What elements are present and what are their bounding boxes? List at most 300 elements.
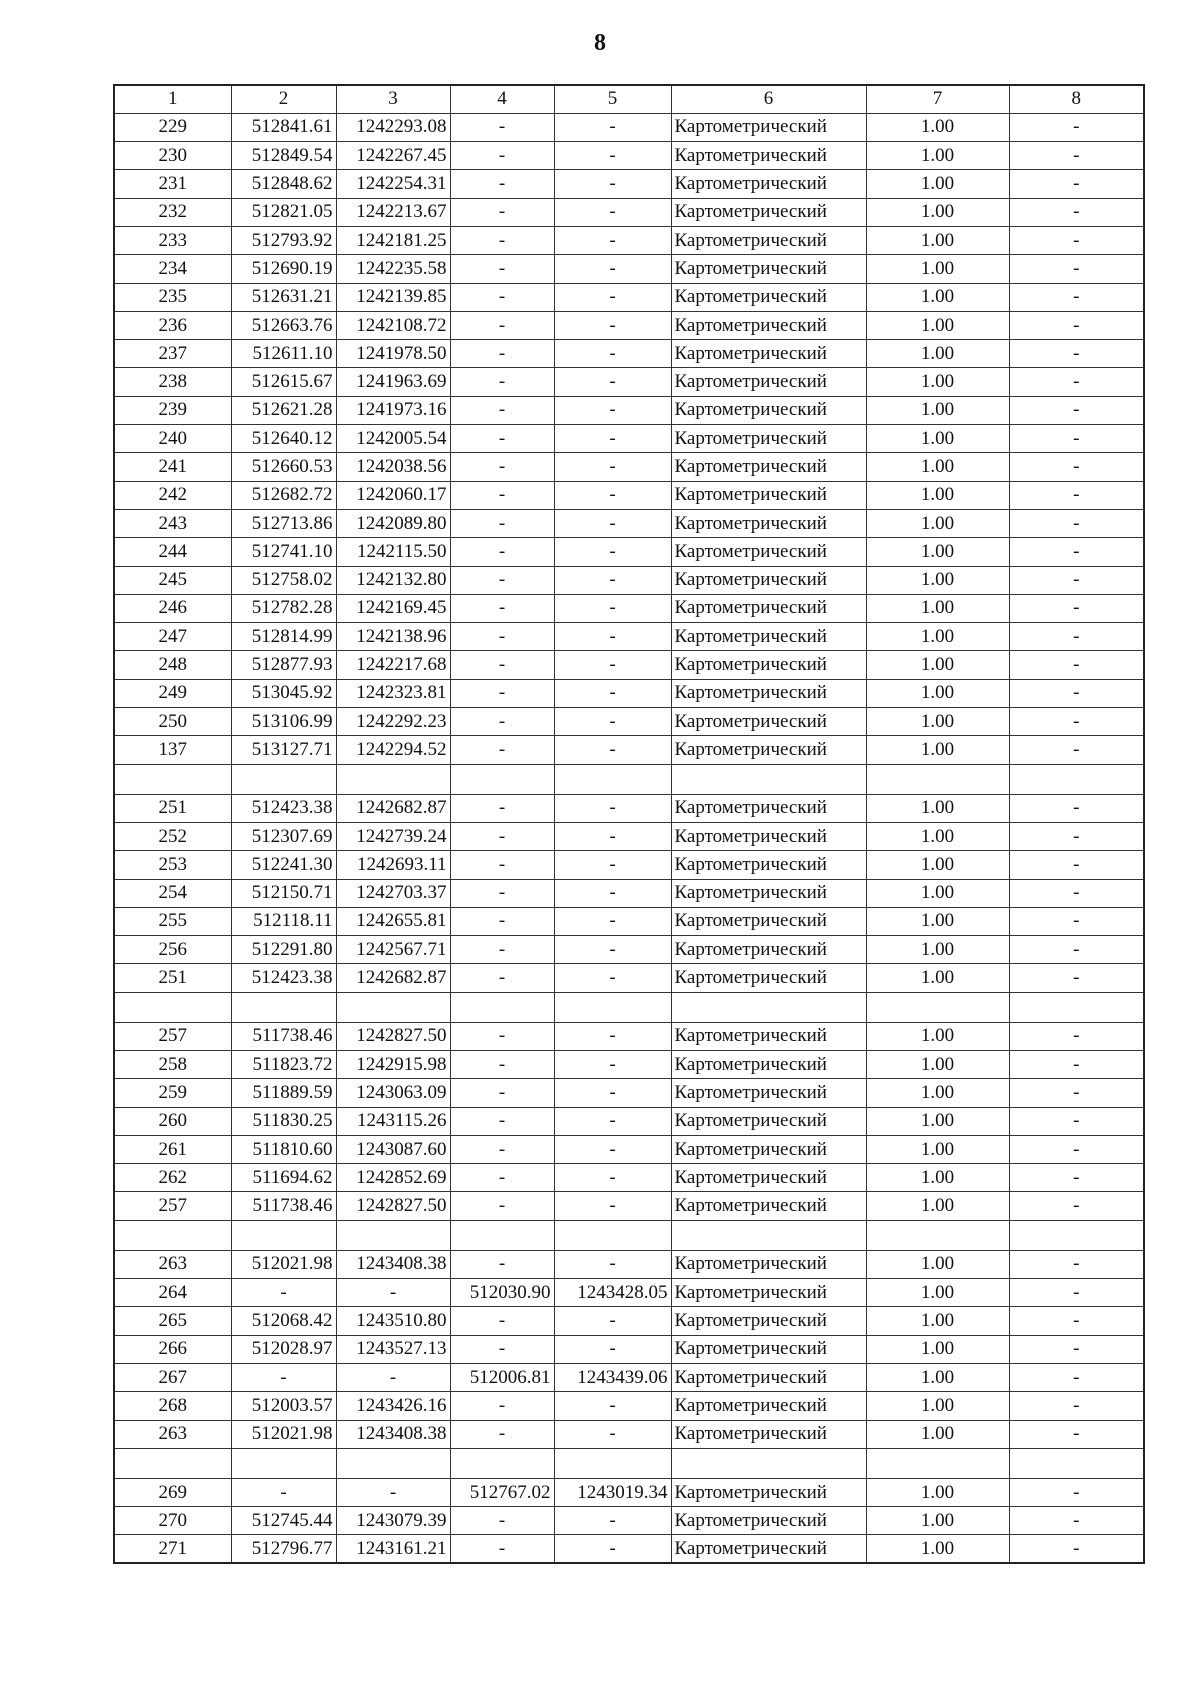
table-row [114, 964, 1144, 992]
cell-col-6: Картометрический [671, 851, 866, 879]
cell-col-1: 263 [114, 1250, 231, 1278]
table-row [114, 679, 1144, 707]
cell-col-3: 1242693.11 [336, 851, 450, 879]
cell-col-8: - [1009, 1420, 1144, 1448]
cell-col-4: - [450, 255, 554, 283]
cell-col-7: 1.00 [866, 736, 1009, 764]
cell-col-5 [554, 1448, 671, 1478]
cell-col-5: - [554, 736, 671, 764]
cell-col-5: - [554, 822, 671, 850]
cell-col-2: 511830.25 [231, 1107, 336, 1135]
cell-col-8: - [1009, 1392, 1144, 1420]
cell-col-4 [450, 1220, 554, 1250]
cell-col-7: 1.00 [866, 1363, 1009, 1391]
table-row [114, 481, 1144, 509]
cell-col-3: 1243510.80 [336, 1307, 450, 1335]
cell-col-6: Картометрический [671, 113, 866, 141]
cell-col-3: 1241963.69 [336, 368, 450, 396]
cell-col-6: Картометрический [671, 1363, 866, 1391]
cell-col-1: 246 [114, 594, 231, 622]
cell-col-1 [114, 1220, 231, 1250]
cell-col-6: Картометрический [671, 623, 866, 651]
cell-col-5: - [554, 1307, 671, 1335]
cell-col-8: - [1009, 142, 1144, 170]
cell-col-1: 243 [114, 509, 231, 537]
cell-col-3: 1242267.45 [336, 142, 450, 170]
cell-col-2: 512640.12 [231, 425, 336, 453]
cell-col-1: 266 [114, 1335, 231, 1363]
cell-col-7 [866, 764, 1009, 794]
cell-col-5: - [554, 113, 671, 141]
table-spacer-row [114, 764, 1144, 794]
table-row [114, 623, 1144, 651]
cell-col-4: - [450, 566, 554, 594]
column-header-8: 8 [1009, 85, 1144, 113]
cell-col-8: - [1009, 1079, 1144, 1107]
cell-col-8: - [1009, 851, 1144, 879]
cell-col-1: 257 [114, 1022, 231, 1050]
cell-col-7: 1.00 [866, 226, 1009, 254]
cell-col-7: 1.00 [866, 1022, 1009, 1050]
cell-col-8: - [1009, 566, 1144, 594]
column-header-4: 4 [450, 85, 554, 113]
cell-col-3: 1242038.56 [336, 453, 450, 481]
cell-col-6: Картометрический [671, 340, 866, 368]
cell-col-3: 1242108.72 [336, 311, 450, 339]
cell-col-8: - [1009, 1051, 1144, 1079]
cell-col-1: 238 [114, 368, 231, 396]
cell-col-8: - [1009, 311, 1144, 339]
cell-col-2: 512291.80 [231, 936, 336, 964]
cell-col-6: Картометрический [671, 226, 866, 254]
cell-col-7: 1.00 [866, 283, 1009, 311]
cell-col-4: - [450, 481, 554, 509]
cell-col-2: 512877.93 [231, 651, 336, 679]
cell-col-3 [336, 1448, 450, 1478]
cell-col-6: Картометрический [671, 538, 866, 566]
cell-col-2: 511889.59 [231, 1079, 336, 1107]
cell-col-7: 1.00 [866, 936, 1009, 964]
cell-col-7: 1.00 [866, 1507, 1009, 1535]
table-row [114, 368, 1144, 396]
cell-col-4: - [450, 907, 554, 935]
cell-col-5: - [554, 1022, 671, 1050]
cell-col-6: Картометрический [671, 1051, 866, 1079]
cell-col-1: 244 [114, 538, 231, 566]
cell-col-2 [231, 992, 336, 1022]
cell-col-8: - [1009, 481, 1144, 509]
cell-col-5: - [554, 594, 671, 622]
cell-col-3: 1242089.80 [336, 509, 450, 537]
table-row [114, 1250, 1144, 1278]
cell-col-8: - [1009, 368, 1144, 396]
cell-col-1: 269 [114, 1478, 231, 1506]
cell-col-8: - [1009, 1478, 1144, 1506]
cell-col-2: 512758.02 [231, 566, 336, 594]
cell-col-1: 261 [114, 1135, 231, 1163]
cell-col-7: 1.00 [866, 594, 1009, 622]
cell-col-5: - [554, 1079, 671, 1107]
cell-col-7: 1.00 [866, 1535, 1009, 1563]
cell-col-2: 512713.86 [231, 509, 336, 537]
cell-col-6: Картометрический [671, 708, 866, 736]
cell-col-2: 512793.92 [231, 226, 336, 254]
cell-col-3: 1242060.17 [336, 481, 450, 509]
cell-col-2: 512682.72 [231, 481, 336, 509]
table-row [114, 1279, 1144, 1307]
cell-col-2: 512118.11 [231, 907, 336, 935]
cell-col-8: - [1009, 113, 1144, 141]
column-header-3: 3 [336, 85, 450, 113]
cell-col-2: 511810.60 [231, 1135, 336, 1163]
cell-col-4: - [450, 1335, 554, 1363]
cell-col-6: Картометрический [671, 283, 866, 311]
cell-col-3: 1243408.38 [336, 1420, 450, 1448]
cell-col-3: 1242139.85 [336, 283, 450, 311]
cell-col-2: 512660.53 [231, 453, 336, 481]
cell-col-8 [1009, 764, 1144, 794]
cell-col-2: 511738.46 [231, 1022, 336, 1050]
column-header-2: 2 [231, 85, 336, 113]
cell-col-1: 256 [114, 936, 231, 964]
cell-col-6: Картометрический [671, 396, 866, 424]
cell-col-8: - [1009, 340, 1144, 368]
cell-col-8: - [1009, 1022, 1144, 1050]
table-row [114, 1051, 1144, 1079]
cell-col-2: 512621.28 [231, 396, 336, 424]
cell-col-7: 1.00 [866, 1107, 1009, 1135]
table-row [114, 1079, 1144, 1107]
cell-col-4: - [450, 113, 554, 141]
cell-col-1: 251 [114, 964, 231, 992]
table-row [114, 142, 1144, 170]
cell-col-6: Картометрический [671, 1250, 866, 1278]
cell-col-6: Картометрический [671, 1335, 866, 1363]
cell-col-8: - [1009, 1279, 1144, 1307]
table-row [114, 283, 1144, 311]
cell-col-6 [671, 764, 866, 794]
cell-col-8 [1009, 1448, 1144, 1478]
cell-col-6: Картометрический [671, 142, 866, 170]
cell-col-5: - [554, 1051, 671, 1079]
table-row [114, 1164, 1144, 1192]
cell-col-3: 1242217.68 [336, 651, 450, 679]
cell-col-2: 512068.42 [231, 1307, 336, 1335]
cell-col-5: - [554, 481, 671, 509]
cell-col-8: - [1009, 623, 1144, 651]
cell-col-2: 512796.77 [231, 1535, 336, 1563]
cell-col-6: Картометрический [671, 1535, 866, 1563]
cell-col-7: 1.00 [866, 1279, 1009, 1307]
cell-col-4: - [450, 283, 554, 311]
table-header-row [114, 85, 1144, 113]
cell-col-7: 1.00 [866, 368, 1009, 396]
cell-col-4: - [450, 1022, 554, 1050]
cell-col-3: - [336, 1363, 450, 1391]
cell-col-7: 1.00 [866, 1051, 1009, 1079]
cell-col-5: - [554, 396, 671, 424]
table-row [114, 879, 1144, 907]
cell-col-8: - [1009, 822, 1144, 850]
cell-col-6: Картометрический [671, 255, 866, 283]
table-row [114, 1192, 1144, 1220]
cell-col-8: - [1009, 594, 1144, 622]
cell-col-7: 1.00 [866, 679, 1009, 707]
table-row [114, 1307, 1144, 1335]
cell-col-7: 1.00 [866, 1164, 1009, 1192]
cell-col-1: 251 [114, 794, 231, 822]
cell-col-2: 512814.99 [231, 623, 336, 651]
cell-col-5 [554, 992, 671, 1022]
cell-col-5: - [554, 1420, 671, 1448]
cell-col-2: 512690.19 [231, 255, 336, 283]
cell-col-2: 512782.28 [231, 594, 336, 622]
cell-col-5: - [554, 566, 671, 594]
cell-col-1: 230 [114, 142, 231, 170]
cell-col-3 [336, 1220, 450, 1250]
cell-col-3: 1242827.50 [336, 1022, 450, 1050]
cell-col-2: 511694.62 [231, 1164, 336, 1192]
cell-col-8: - [1009, 170, 1144, 198]
cell-col-2 [231, 764, 336, 794]
cell-col-5: - [554, 311, 671, 339]
cell-col-1: 245 [114, 566, 231, 594]
cell-col-4: - [450, 1392, 554, 1420]
cell-col-8: - [1009, 1192, 1144, 1220]
cell-col-4: - [450, 679, 554, 707]
cell-col-2: 513045.92 [231, 679, 336, 707]
cell-col-5: - [554, 509, 671, 537]
cell-col-4: - [450, 1535, 554, 1563]
cell-col-3: 1242323.81 [336, 679, 450, 707]
cell-col-6: Картометрический [671, 651, 866, 679]
cell-col-8: - [1009, 736, 1144, 764]
cell-col-4 [450, 764, 554, 794]
cell-col-7: 1.00 [866, 794, 1009, 822]
cell-col-7: 1.00 [866, 1420, 1009, 1448]
cell-col-1: 250 [114, 708, 231, 736]
cell-col-3: 1242115.50 [336, 538, 450, 566]
cell-col-1: 263 [114, 1420, 231, 1448]
cell-col-4: - [450, 453, 554, 481]
cell-col-4: - [450, 1192, 554, 1220]
cell-col-3: 1242915.98 [336, 1051, 450, 1079]
cell-col-7: 1.00 [866, 822, 1009, 850]
cell-col-4: - [450, 1420, 554, 1448]
cell-col-2: 513106.99 [231, 708, 336, 736]
cell-col-5: - [554, 1507, 671, 1535]
cell-col-1 [114, 992, 231, 1022]
cell-col-6: Картометрический [671, 907, 866, 935]
cell-col-7: 1.00 [866, 255, 1009, 283]
cell-col-2 [231, 1220, 336, 1250]
cell-col-3: - [336, 1279, 450, 1307]
cell-col-8 [1009, 992, 1144, 1022]
cell-col-6: Картометрический [671, 1420, 866, 1448]
cell-col-7: 1.00 [866, 1392, 1009, 1420]
cell-col-5: 1243019.34 [554, 1478, 671, 1506]
cell-col-6: Картометрический [671, 736, 866, 764]
cell-col-5: - [554, 170, 671, 198]
cell-col-8: - [1009, 1335, 1144, 1363]
cell-col-5: - [554, 226, 671, 254]
table-row [114, 1392, 1144, 1420]
cell-col-4: - [450, 623, 554, 651]
cell-col-7 [866, 1448, 1009, 1478]
cell-col-2: - [231, 1279, 336, 1307]
table-row [114, 453, 1144, 481]
cell-col-4: - [450, 1307, 554, 1335]
cell-col-6: Картометрический [671, 936, 866, 964]
cell-col-2: 512021.98 [231, 1250, 336, 1278]
cell-col-6: Картометрический [671, 425, 866, 453]
cell-col-6: Картометрический [671, 679, 866, 707]
cell-col-3: 1242292.23 [336, 708, 450, 736]
table-row [114, 425, 1144, 453]
cell-col-8: - [1009, 1363, 1144, 1391]
cell-col-5: - [554, 1107, 671, 1135]
cell-col-8: - [1009, 964, 1144, 992]
cell-col-4: - [450, 1051, 554, 1079]
cell-col-1 [114, 764, 231, 794]
cell-col-1: 254 [114, 879, 231, 907]
cell-col-2: - [231, 1363, 336, 1391]
cell-col-7: 1.00 [866, 538, 1009, 566]
table-spacer-row [114, 992, 1144, 1022]
cell-col-8: - [1009, 198, 1144, 226]
cell-col-1: 267 [114, 1363, 231, 1391]
cell-col-7: 1.00 [866, 623, 1009, 651]
cell-col-2: 511738.46 [231, 1192, 336, 1220]
cell-col-6: Картометрический [671, 1507, 866, 1535]
cell-col-7: 1.00 [866, 113, 1009, 141]
cell-col-3 [336, 992, 450, 1022]
cell-col-4: - [450, 651, 554, 679]
cell-col-2: 512307.69 [231, 822, 336, 850]
cell-col-5: 1243439.06 [554, 1363, 671, 1391]
cell-col-5: - [554, 907, 671, 935]
cell-col-1: 260 [114, 1107, 231, 1135]
cell-col-3: 1242739.24 [336, 822, 450, 850]
table-row [114, 1420, 1144, 1448]
table-body [114, 113, 1144, 1563]
cell-col-3: 1242235.58 [336, 255, 450, 283]
cell-col-1: 241 [114, 453, 231, 481]
cell-col-5: - [554, 425, 671, 453]
cell-col-5: - [554, 1392, 671, 1420]
cell-col-8: - [1009, 679, 1144, 707]
cell-col-1: 237 [114, 340, 231, 368]
cell-col-1: 249 [114, 679, 231, 707]
cell-col-3: 1243426.16 [336, 1392, 450, 1420]
table-row [114, 255, 1144, 283]
cell-col-1: 235 [114, 283, 231, 311]
cell-col-7: 1.00 [866, 311, 1009, 339]
cell-col-6: Картометрический [671, 198, 866, 226]
cell-col-4: - [450, 964, 554, 992]
cell-col-6: Картометрический [671, 1279, 866, 1307]
cell-col-3: 1243161.21 [336, 1535, 450, 1563]
cell-col-6 [671, 992, 866, 1022]
cell-col-7: 1.00 [866, 964, 1009, 992]
cell-col-4: - [450, 198, 554, 226]
cell-col-4: - [450, 170, 554, 198]
cell-col-3: 1242682.87 [336, 794, 450, 822]
cell-col-6: Картометрический [671, 822, 866, 850]
cell-col-3: 1242138.96 [336, 623, 450, 651]
cell-col-6: Картометрический [671, 594, 866, 622]
cell-col-1: 239 [114, 396, 231, 424]
cell-col-3 [336, 764, 450, 794]
cell-col-8: - [1009, 538, 1144, 566]
cell-col-7: 1.00 [866, 651, 1009, 679]
cell-col-4: 512030.90 [450, 1279, 554, 1307]
cell-col-3: 1241973.16 [336, 396, 450, 424]
cell-col-6: Картометрический [671, 311, 866, 339]
table-row [114, 1535, 1144, 1563]
cell-col-1: 265 [114, 1307, 231, 1335]
table-row [114, 651, 1144, 679]
cell-col-6: Картометрический [671, 1478, 866, 1506]
cell-col-3: 1242655.81 [336, 907, 450, 935]
cell-col-4: - [450, 1507, 554, 1535]
cell-col-5: - [554, 651, 671, 679]
cell-col-4: - [450, 594, 554, 622]
cell-col-2: 512150.71 [231, 879, 336, 907]
cell-col-1: 233 [114, 226, 231, 254]
cell-col-8: - [1009, 651, 1144, 679]
cell-col-6: Картометрический [671, 481, 866, 509]
cell-col-8: - [1009, 1164, 1144, 1192]
cell-col-2: 512631.21 [231, 283, 336, 311]
cell-col-2: 512021.98 [231, 1420, 336, 1448]
cell-col-3: 1242827.50 [336, 1192, 450, 1220]
cell-col-3: 1242293.08 [336, 113, 450, 141]
cell-col-1: 137 [114, 736, 231, 764]
cell-col-5: 1243428.05 [554, 1279, 671, 1307]
cell-col-7: 1.00 [866, 1135, 1009, 1163]
cell-col-6: Картометрический [671, 566, 866, 594]
cell-col-7: 1.00 [866, 1478, 1009, 1506]
cell-col-4: - [450, 851, 554, 879]
cell-col-3: 1243115.26 [336, 1107, 450, 1135]
cell-col-1: 242 [114, 481, 231, 509]
cell-col-2: 511823.72 [231, 1051, 336, 1079]
cell-col-1: 253 [114, 851, 231, 879]
cell-col-7: 1.00 [866, 425, 1009, 453]
table-row [114, 1107, 1144, 1135]
cell-col-6: Картометрический [671, 1192, 866, 1220]
cell-col-3: 1242703.37 [336, 879, 450, 907]
cell-col-1: 252 [114, 822, 231, 850]
cell-col-4: - [450, 1135, 554, 1163]
cell-col-4: - [450, 822, 554, 850]
cell-col-1: 271 [114, 1535, 231, 1563]
cell-col-4: - [450, 879, 554, 907]
table-row [114, 311, 1144, 339]
cell-col-5: - [554, 1164, 671, 1192]
table-row [114, 1507, 1144, 1535]
cell-col-7 [866, 1220, 1009, 1250]
cell-col-8: - [1009, 509, 1144, 537]
table-spacer-row [114, 1448, 1144, 1478]
cell-col-1: 229 [114, 113, 231, 141]
cell-col-5: - [554, 964, 671, 992]
cell-col-7: 1.00 [866, 453, 1009, 481]
cell-col-5: - [554, 142, 671, 170]
cell-col-1: 248 [114, 651, 231, 679]
cell-col-2: - [231, 1478, 336, 1506]
